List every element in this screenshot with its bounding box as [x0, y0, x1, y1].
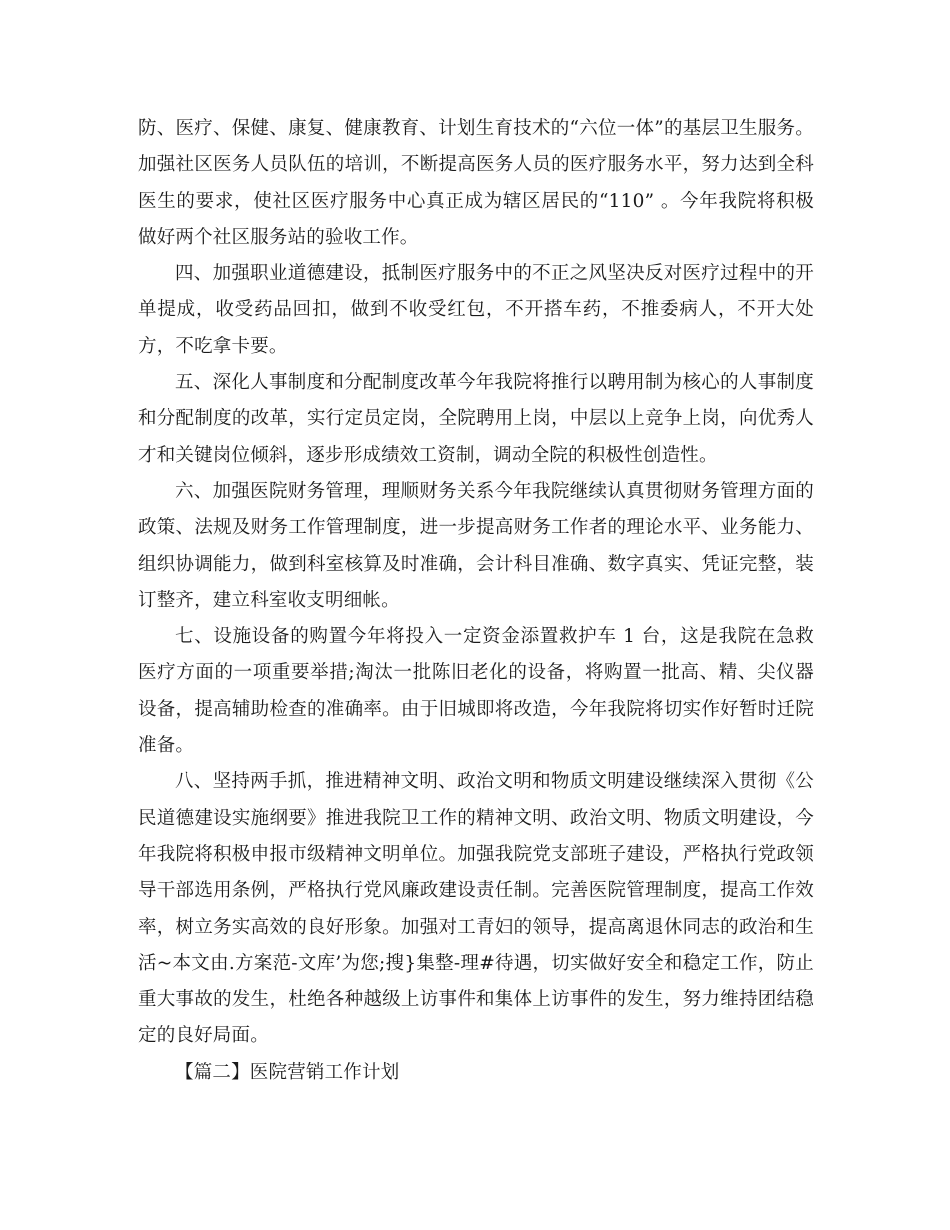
paragraph-3: 五、深化人事制度和分配制度改革今年我院将推行以聘用制为核心的人事制度和分配制度的改革，实行定员定岗，全院聘用上岗，中层以上竞争上岗，向优秀人才和关键岗位倾斜，逐步形成绩效工资制，调动全院的积极性创造性。 — [138, 372, 814, 466]
paragraph-1: 防、医疗、保健、康复、健康教育、计划生育技术的“六位一体”的基层卫生服务。加强社区医务人员队伍的培训，不断提高医务人员的医疗服务水平，努力达到全科医生的要求，使社区医疗服务中心真正成为辖区居民的“110” 。今年我院将积极做好两个社区服务站的验收工作。 — [138, 118, 814, 248]
document-body — [138, 111, 814, 1091]
paragraph-6: 八、坚持两手抓，推进精神文明、政治文明和物质文明建设继续深入贯彻《公民道德建设实施纲要》推进我院卫工作的精神文明、政治文明、物质文明建设，今年我院将积极申报市级精神文明单位。加强我院党支部班子建设，严格执行党政领导干部选用条例，严格执行党风廉政建设责任制。完善医院管理制度，提高工作效率，树立务实高效的良好形象。加强对工青妇的领导，提高离退休同志的政治和生活~本文由.方案范-文库’为您;搜}集整-理#待遇，切实做好安全和稳定工作，防止重大事故的发生，杜绝各种越级上访事件和集体上访事件的发生，努力维持团结稳定的良好局面。 — [138, 771, 814, 1047]
paragraph-2: 四、加强职业道德建设，抵制医疗服务中的不正之风坚决反对医疗过程中的开单提成，收受药品回扣，做到不收受红包，不开搭车药，不推委病人，不开大处方，不吃拿卡要。 — [138, 263, 814, 357]
paragraph-4: 六、加强医院财务管理，理顺财务关系今年我院继续认真贯彻财务管理方面的政策、法规及财务工作管理制度，进一步提高财务工作者的理论水平、业务能力、组织协调能力，做到科室核算及时准确，会计科目准确、数字真实、凭证完整，装订整齐，建立科室收支明细帐。 — [138, 480, 814, 611]
section-heading: 【篇二】医院营销工作计划 — [175, 1061, 400, 1083]
paragraph-5: 七、设施设备的购置今年将投入一定资金添置救护车 1 台，这是我院在急救医疗方面的一项重要举措;淘汰一批陈旧老化的设备，将购置一批高、精、尖仪器设备，提高辅助检查的准确率。由于旧城即将改造，今年我院将切实作好暂时迁院准备。 — [138, 626, 814, 757]
